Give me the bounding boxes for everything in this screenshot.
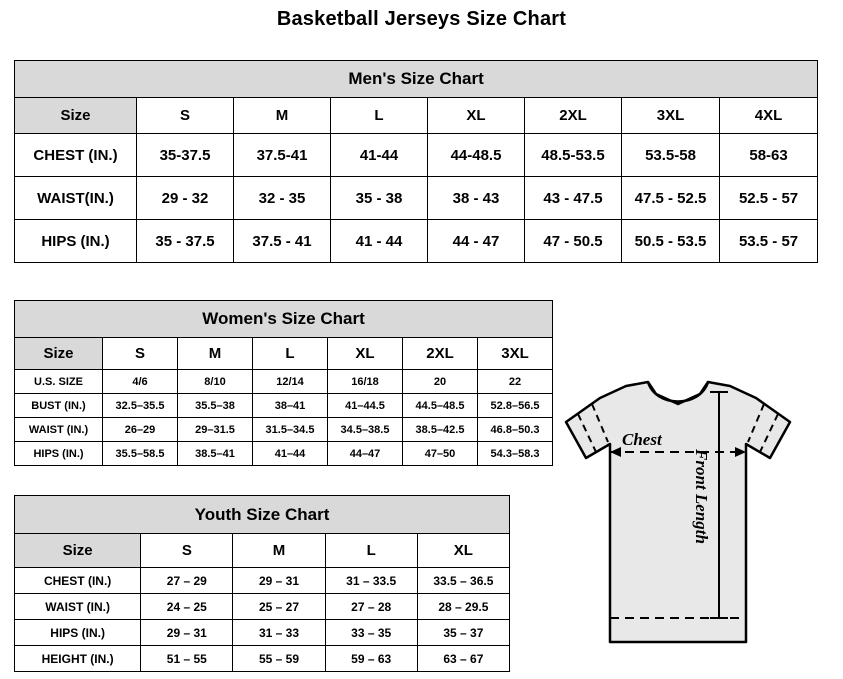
cell: 44–47 xyxy=(328,442,403,466)
cell: 31 – 33.5 xyxy=(325,568,417,594)
mens-chart-caption: Men's Size Chart xyxy=(15,61,818,98)
cell: 33 – 35 xyxy=(325,620,417,646)
column-header: L xyxy=(253,338,328,370)
table-row xyxy=(15,394,553,418)
jersey-measurement-diagram xyxy=(548,352,838,668)
cell: 44-48.5 xyxy=(428,134,525,177)
cell: 55 – 59 xyxy=(233,646,325,672)
column-header: Size xyxy=(15,534,141,568)
row-label: CHEST (IN.) xyxy=(15,568,141,594)
cell: 35.5–58.5 xyxy=(103,442,178,466)
cell: 35 - 37.5 xyxy=(137,220,234,263)
column-header: 4XL xyxy=(720,98,818,134)
table-row xyxy=(15,370,553,394)
column-header: 2XL xyxy=(525,98,622,134)
table-row xyxy=(15,134,818,177)
column-header: S xyxy=(137,98,234,134)
row-label: HIPS (IN.) xyxy=(15,620,141,646)
row-label: HEIGHT (IN.) xyxy=(15,646,141,672)
cell: 46.8–50.3 xyxy=(478,418,553,442)
cell: 12/14 xyxy=(253,370,328,394)
column-header: M xyxy=(233,534,325,568)
cell: 51 – 55 xyxy=(141,646,233,672)
cell: 44 - 47 xyxy=(428,220,525,263)
cell: 38 - 43 xyxy=(428,177,525,220)
column-header: S xyxy=(141,534,233,568)
womens-chart-caption: Women's Size Chart xyxy=(15,301,553,338)
cell: 53.5-58 xyxy=(622,134,720,177)
table-caption-row xyxy=(15,61,818,98)
cell: 34.5–38.5 xyxy=(328,418,403,442)
cell: 52.8–56.5 xyxy=(478,394,553,418)
column-header: XL xyxy=(328,338,403,370)
row-label: WAIST(IN.) xyxy=(15,177,137,220)
cell: 22 xyxy=(478,370,553,394)
table-row xyxy=(15,620,510,646)
table-row xyxy=(15,568,510,594)
cell: 47.5 - 52.5 xyxy=(622,177,720,220)
cell: 35 – 37 xyxy=(417,620,509,646)
cell: 35-37.5 xyxy=(137,134,234,177)
cell: 47 - 50.5 xyxy=(525,220,622,263)
column-header: 3XL xyxy=(622,98,720,134)
table-row xyxy=(15,177,818,220)
cell: 35 - 38 xyxy=(331,177,428,220)
column-header: Size xyxy=(15,98,137,134)
chest-measurement-label: Chest xyxy=(622,430,662,449)
row-label: CHEST (IN.) xyxy=(15,134,137,177)
cell: 31.5–34.5 xyxy=(253,418,328,442)
row-label: U.S. SIZE xyxy=(15,370,103,394)
row-label: WAIST (IN.) xyxy=(15,594,141,620)
cell: 25 – 27 xyxy=(233,594,325,620)
cell: 27 – 29 xyxy=(141,568,233,594)
youth-size-chart-table xyxy=(14,495,510,672)
page-title: Basketball Jerseys Size Chart xyxy=(276,8,567,30)
table-header-row xyxy=(15,98,818,134)
womens-size-chart-table xyxy=(14,300,553,466)
table-row xyxy=(15,442,553,466)
cell: 50.5 - 53.5 xyxy=(622,220,720,263)
cell: 38–41 xyxy=(253,394,328,418)
table-header-row xyxy=(15,338,553,370)
cell: 8/10 xyxy=(178,370,253,394)
mens-size-chart-table xyxy=(14,60,818,263)
cell: 47–50 xyxy=(403,442,478,466)
row-label: BUST (IN.) xyxy=(15,394,103,418)
front-length-measurement-label: Front Length xyxy=(692,449,711,544)
cell: 37.5-41 xyxy=(234,134,331,177)
table-header-row xyxy=(15,534,510,568)
cell: 59 – 63 xyxy=(325,646,417,672)
row-label: HIPS (IN.) xyxy=(15,220,137,263)
table-caption-row xyxy=(15,496,510,534)
cell: 53.5 - 57 xyxy=(720,220,818,263)
column-header: 3XL xyxy=(478,338,553,370)
column-header: 2XL xyxy=(403,338,478,370)
cell: 4/6 xyxy=(103,370,178,394)
cell: 29–31.5 xyxy=(178,418,253,442)
cell: 16/18 xyxy=(328,370,403,394)
column-header: XL xyxy=(428,98,525,134)
table-row xyxy=(15,594,510,620)
cell: 44.5–48.5 xyxy=(403,394,478,418)
cell: 29 – 31 xyxy=(233,568,325,594)
table-row xyxy=(15,418,553,442)
cell: 26–29 xyxy=(103,418,178,442)
column-header: M xyxy=(178,338,253,370)
cell: 38.5–42.5 xyxy=(403,418,478,442)
cell: 29 – 31 xyxy=(141,620,233,646)
column-header: L xyxy=(325,534,417,568)
cell: 41-44 xyxy=(331,134,428,177)
cell: 20 xyxy=(403,370,478,394)
cell: 43 - 47.5 xyxy=(525,177,622,220)
cell: 35.5–38 xyxy=(178,394,253,418)
cell: 31 – 33 xyxy=(233,620,325,646)
table-row xyxy=(15,220,818,263)
cell: 63 – 67 xyxy=(417,646,509,672)
youth-chart-caption: Youth Size Chart xyxy=(15,496,510,534)
column-header: XL xyxy=(417,534,509,568)
cell: 29 - 32 xyxy=(137,177,234,220)
cell: 52.5 - 57 xyxy=(720,177,818,220)
cell: 48.5-53.5 xyxy=(525,134,622,177)
cell: 24 – 25 xyxy=(141,594,233,620)
table-row xyxy=(15,646,510,672)
cell: 33.5 – 36.5 xyxy=(417,568,509,594)
column-header: Size xyxy=(15,338,103,370)
cell: 41–44.5 xyxy=(328,394,403,418)
row-label: WAIST (IN.) xyxy=(15,418,103,442)
cell: 38.5–41 xyxy=(178,442,253,466)
cell: 37.5 - 41 xyxy=(234,220,331,263)
cell: 41–44 xyxy=(253,442,328,466)
cell: 58-63 xyxy=(720,134,818,177)
cell: 28 – 29.5 xyxy=(417,594,509,620)
cell: 41 - 44 xyxy=(331,220,428,263)
cell: 27 – 28 xyxy=(325,594,417,620)
column-header: M xyxy=(234,98,331,134)
cell: 32 - 35 xyxy=(234,177,331,220)
table-caption-row xyxy=(15,301,553,338)
column-header: S xyxy=(103,338,178,370)
cell: 54.3–58.3 xyxy=(478,442,553,466)
row-label: HIPS (IN.) xyxy=(15,442,103,466)
column-header: L xyxy=(331,98,428,134)
cell: 32.5–35.5 xyxy=(103,394,178,418)
